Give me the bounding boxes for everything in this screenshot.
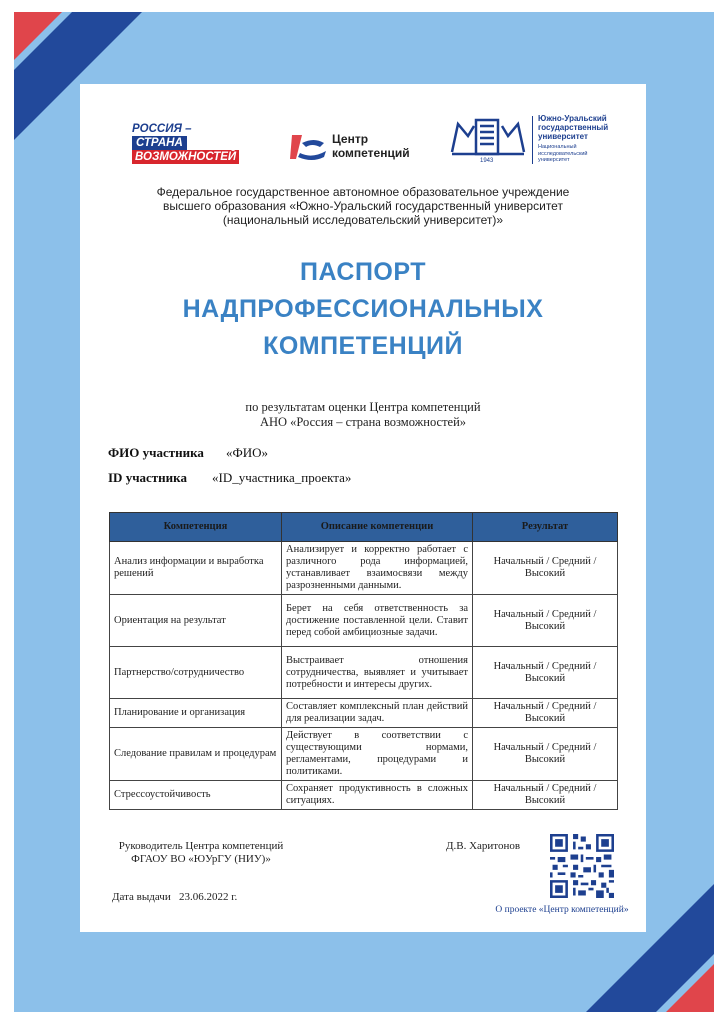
document-subtitle	[100, 400, 626, 430]
description-cell: Составляет комплексный план действий для реализации задач.	[282, 699, 473, 728]
qr-caption: О проекте «Центр компетенций»	[495, 905, 629, 915]
participant-id-field	[108, 470, 351, 486]
table-row	[110, 647, 618, 699]
subtitle-line-1: по результатам оценки Центра компетенций	[245, 400, 481, 414]
susu-year: 1943	[480, 158, 494, 164]
logo-divider	[532, 116, 533, 164]
russia-land-of-opportunity-logo	[132, 122, 237, 168]
susu-name-line-3: университет	[538, 132, 588, 141]
participant-id-value: «ID_участника_проекта»	[212, 470, 352, 485]
susu-name-line-1: Южно-Уральский	[538, 114, 607, 123]
table-row	[110, 699, 618, 728]
competency-cell: Планирование и организация	[110, 699, 282, 728]
participant-name-value: «ФИО»	[226, 445, 269, 460]
result-cell: Начальный / Средний / Высокий	[473, 542, 618, 595]
signer-position-line-2: ФГАОУ ВО «ЮУрГУ (НИУ)»	[131, 853, 271, 865]
signer-position-line-1: Руководитель Центра компетенций	[118, 840, 284, 852]
competencies-table	[109, 512, 618, 810]
document-title	[100, 254, 626, 365]
competency-cell: Партнерство/сотрудничество	[110, 647, 282, 699]
header-result: Результат	[473, 513, 618, 542]
table-header-row	[110, 513, 618, 542]
result-cell: Начальный / Средний / Высокий	[473, 647, 618, 699]
result-cell: Начальный / Средний / Высокий	[473, 728, 618, 781]
description-cell: Выстраивает отношения сотрудничества, выявляет и учитывает потребности и интересы других.	[282, 647, 473, 699]
logo-line-3: ВОЗМОЖНОСТЕЙ	[132, 150, 239, 164]
competence-center-logo	[288, 129, 428, 165]
table-row	[110, 781, 618, 810]
susu-sub-line-1: Национальный	[538, 144, 577, 150]
participant-name-label: ФИО участника	[108, 445, 204, 460]
header-competency: Компетенция	[110, 513, 282, 542]
description-cell: Сохраняет продуктивность в сложных ситуациях.	[282, 781, 473, 810]
signer-position	[106, 840, 296, 866]
susu-name-line-2: государственный	[538, 123, 609, 132]
table-row	[110, 595, 618, 647]
subtitle-line-2: АНО «Россия – страна возможностей»	[259, 415, 467, 429]
org-line-2: высшего образования «Южно-Уральский государственный университет	[163, 199, 563, 213]
org-line-1: Федеральное государственное автономное образовательное учреждение	[156, 185, 570, 199]
center-logo-line-1: Центр	[332, 132, 369, 146]
center-logo-line-2: компетенций	[332, 146, 410, 160]
description-cell: Действует в соответствии с существующими нормами, регламентами, процедурами и политиками.	[282, 728, 473, 781]
title-line-2: НАДПРОФЕССИОНАЛЬНЫХ	[182, 295, 544, 323]
issue-date: Дата выдачи 23.06.2022 г.	[112, 891, 238, 903]
participant-name-field	[108, 445, 268, 461]
result-cell: Начальный / Средний / Высокий	[473, 595, 618, 647]
table-row	[110, 728, 618, 781]
org-line-3: (национальный исследовательский университет)»	[222, 213, 504, 227]
header-description: Описание компетенции	[282, 513, 473, 542]
competence-center-icon	[288, 131, 328, 163]
description-cell: Анализирует и корректно работает с различного рода информацией, устанавливает взаимосвязи между разрозненными данными.	[282, 542, 473, 595]
title-line-3: КОМПЕТЕНЦИЙ	[263, 332, 463, 360]
result-cell: Начальный / Средний / Высокий	[473, 699, 618, 728]
susu-logo	[442, 112, 622, 168]
logo-line-1: РОССИЯ –	[132, 123, 192, 135]
susu-sub-line-2: исследовательский	[538, 150, 588, 157]
participant-id-label: ID участника	[108, 470, 187, 485]
competency-cell: Стрессоустойчивость	[110, 781, 282, 810]
organization-name	[100, 185, 626, 227]
susu-sub-line-3: университет	[538, 157, 570, 163]
title-line-1: ПАСПОРТ	[300, 258, 426, 286]
certificate-sheet	[80, 84, 646, 932]
result-cell: Начальный / Средний / Высокий	[473, 781, 618, 810]
logo-line-2: СТРАНА	[132, 136, 187, 150]
susu-emblem-icon	[448, 116, 528, 160]
description-cell: Берет на себя ответственность за достижение поставленной цели. Ставит перед собой амбициозные задачи.	[282, 595, 473, 647]
competency-cell: Ориентация на результат	[110, 595, 282, 647]
competency-cell: Следование правилам и процедурам	[110, 728, 282, 781]
table-row	[110, 542, 618, 595]
competency-cell: Анализ информации и выработка решений	[110, 542, 282, 595]
qr-code-icon[interactable]	[550, 834, 614, 898]
signer-name: Д.В. Харитонов	[446, 840, 521, 852]
